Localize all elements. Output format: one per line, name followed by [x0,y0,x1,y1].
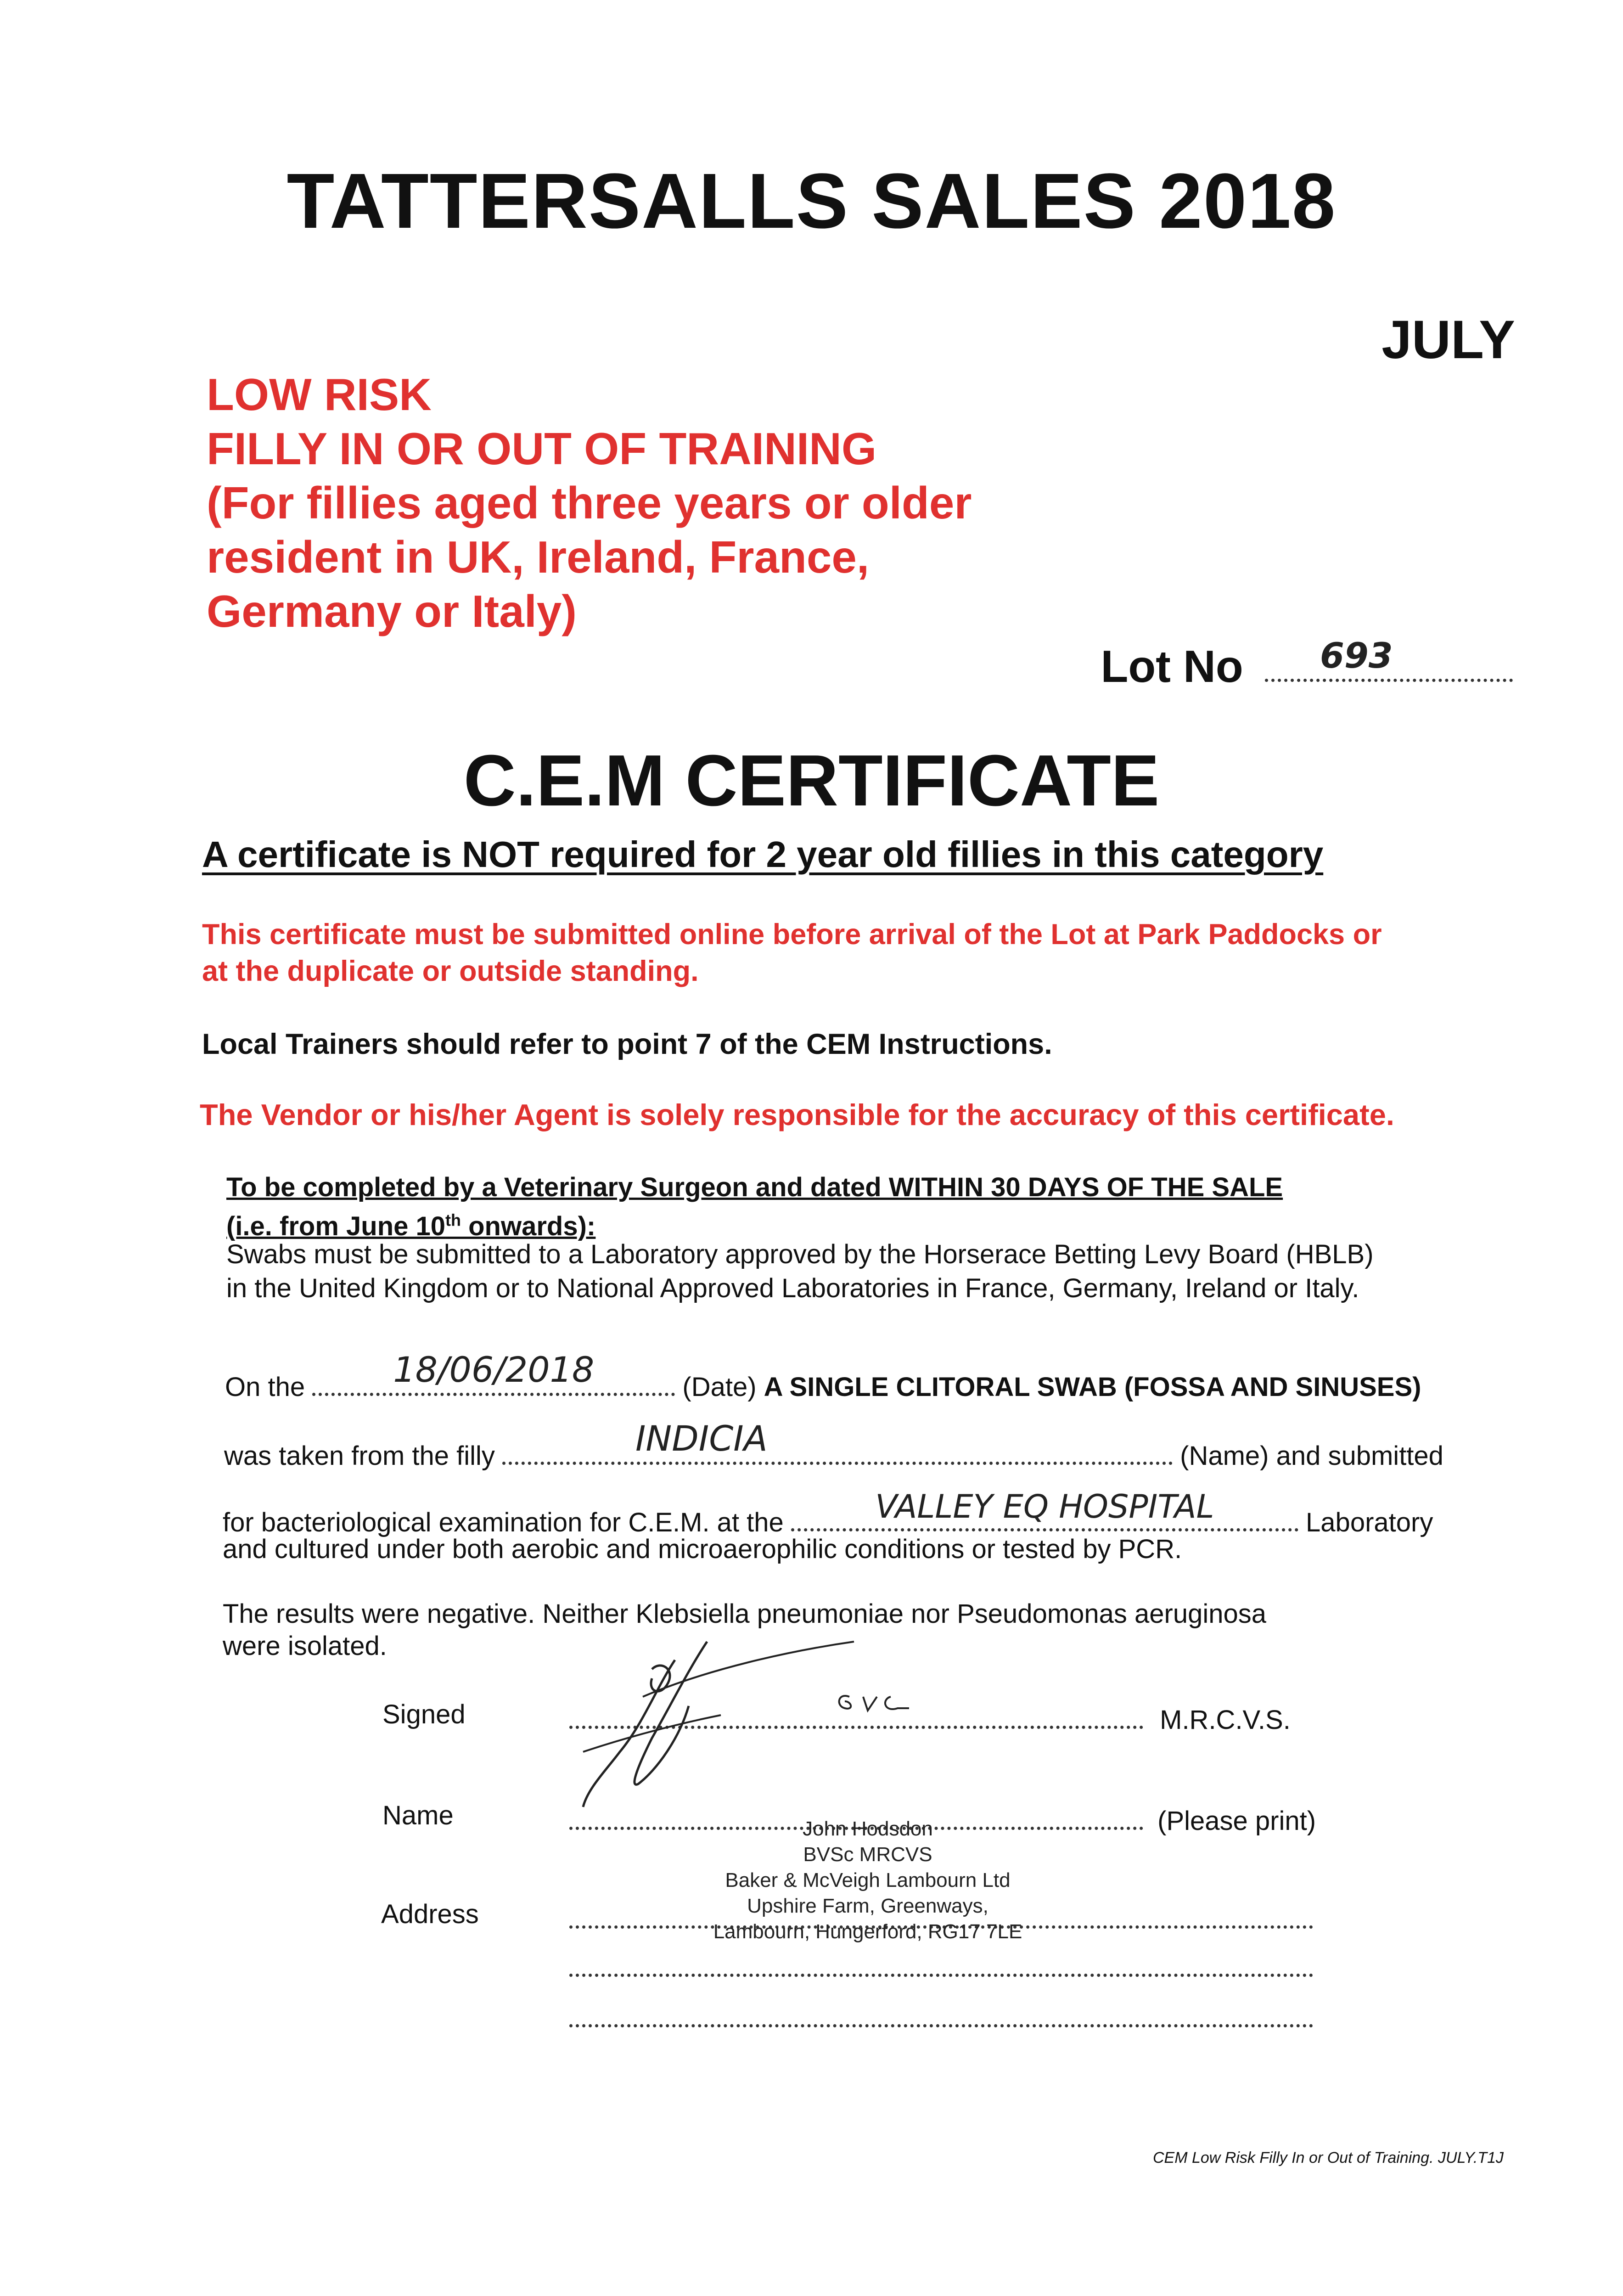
lab-field[interactable] [791,1488,1298,1531]
risk-category [207,367,972,638]
not-required-notice: A certificate is NOT required for 2 year old fillies in this category [202,834,1324,875]
instruction-line: (i.e. from June 10 [226,1211,446,1242]
lot-input[interactable] [1265,635,1513,682]
swab-instructions [226,1238,1374,1306]
date-line [225,1349,1421,1402]
risk-line: Germany or Italy) [207,586,577,636]
online-notice-line: This certificate must be submitted online before arrival of the Lot at Park Paddocks or [202,918,1382,951]
address-line-3[interactable] [569,1998,1313,2034]
certificate-title: C.E.M CERTIFICATE [463,740,1160,821]
local-trainers-notice: Local Trainers should refer to point 7 of the CEM Instructions. [202,1028,1052,1060]
sale-month: JULY [1382,310,1515,370]
results-line: were isolated. [223,1631,387,1661]
lab-line [223,1488,1433,1538]
filly-name-value: INDICIA [635,1418,768,1459]
name-label: Name [382,1801,454,1830]
risk-line: LOW RISK [207,369,432,420]
swab-line: in the United Kingdom or to National Approved Laboratories in France, Germany, Ireland or Italy. [226,1273,1359,1303]
instruction-line: To be completed by a Veterinary Surgeon and dated WITHIN 30 DAYS OF THE SALE [226,1172,1283,1202]
online-notice-line: at the duplicate or outside standing. [202,955,699,987]
swab-line: Swabs must be submitted to a Laboratory approved by the Horserace Betting Levy Board (HBLB) [226,1239,1374,1269]
taken-from-label: was taken from the filly [224,1441,495,1471]
instruction-line-end: onwards): [461,1211,596,1242]
address-line-2[interactable] [569,1947,1313,1983]
risk-line: resident in UK, Ireland, France, [207,532,870,582]
signed-label: Signed [382,1699,466,1729]
address-label: Address [381,1899,479,1929]
vendor-notice: The Vendor or his/her Agent is solely responsible for the accuracy of this certificate. [200,1098,1394,1131]
lot-value: 693 [1320,635,1393,676]
date-label: (Date) [682,1372,757,1402]
vet-instructions [226,1171,1283,1243]
laboratory-label: Laboratory [1306,1508,1433,1537]
stamp-line: Baker & McVeigh Lambourn Ltd [725,1869,1011,1891]
swab-type: A SINGLE CLITORAL SWAB (FOSSA AND SINUSES) [764,1372,1421,1402]
stamp-line: Lambourn, Hungerford, RG17 7LE [713,1920,1022,1943]
date-value: 18/06/2018 [393,1349,595,1390]
lot-label: Lot No [1101,641,1243,692]
cultured-text: and cultured under both aerobic and microaerophilic conditions or tested by PCR. [223,1534,1182,1564]
vet-stamp [652,1816,1084,1945]
lab-value: VALLEY EQ HOSPITAL [875,1488,1214,1525]
lot-number-field [1101,635,1513,692]
mrcvs-label: M.R.C.V.S. [1160,1705,1291,1735]
filly-line [224,1418,1443,1471]
filly-name-field[interactable] [502,1418,1173,1465]
online-notice [202,916,1382,990]
superscript: th [445,1211,461,1230]
signature-scribble [569,1632,983,1825]
stamp-line: Upshire Farm, Greenways, [747,1895,988,1917]
risk-line: (For fillies aged three years or older [207,478,972,528]
footer-code: CEM Low Risk Filly In or Out of Training. JULY.T1J [1152,2149,1504,2167]
exam-label: for bacteriological examination for C.E.M. at the [223,1508,784,1537]
name-and-submitted-label: (Name) and submitted [1180,1441,1443,1471]
page-title: TATTERSALLS SALES 2018 [286,158,1337,245]
date-field[interactable] [312,1349,675,1396]
on-the-label: On the [225,1372,305,1402]
risk-line: FILLY IN OR OUT OF TRAINING [207,423,877,474]
results-line: The results were negative. Neither Klebsiella pneumoniae nor Pseudomonas aeruginosa [223,1599,1267,1629]
please-print-label: (Please print) [1157,1806,1316,1836]
stamp-line: BVSc MRCVS [803,1843,932,1866]
stamp-line: John Hodsdon [803,1818,933,1840]
